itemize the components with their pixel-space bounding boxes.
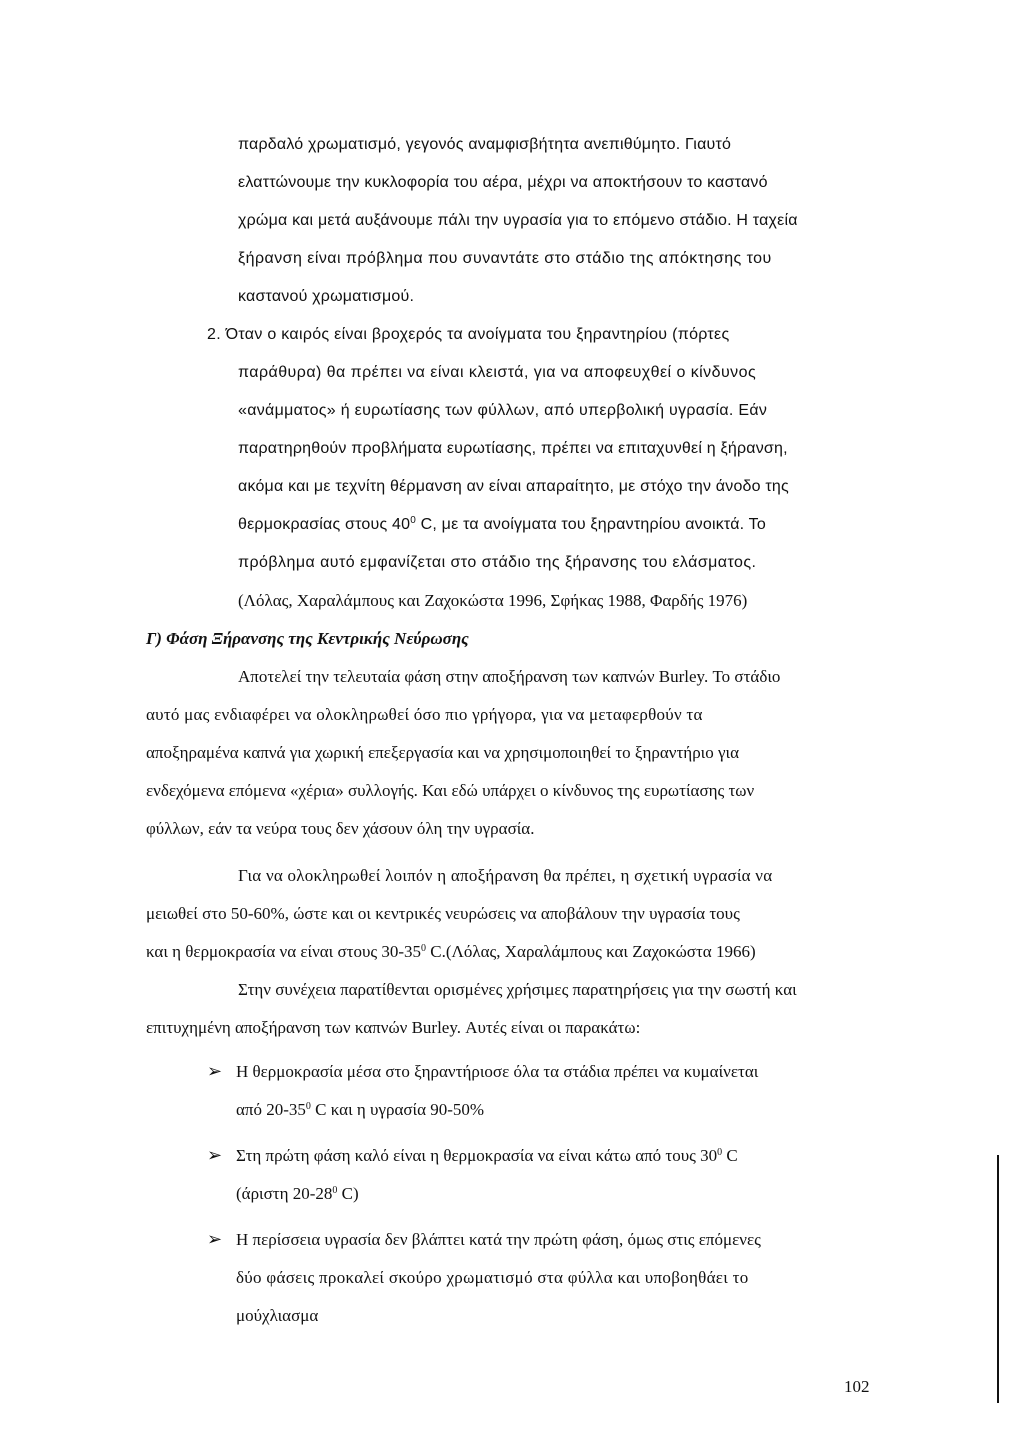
- text-line: [236, 1183, 359, 1205]
- text-line: φύλλων, εάν τα νεύρα τους δεν χάσουν όλη την υγρασία.: [146, 819, 535, 838]
- text-line: Στην συνέχεια παρατίθενται ορισμένες χρήσιμες παρατηρήσεις για την σωστή και: [238, 980, 797, 999]
- text-line: ακόμα και με τεχνίτη θέρμανση αν είναι απαραίτητο, με στόχο την άνοδο της: [238, 478, 789, 495]
- text-line: αυτό μας ενδιαφέρει να ολοκληρωθεί όσο πιο γρήγορα, για να μεταφερθούν τα: [146, 705, 703, 724]
- text-line: πρόβλημα αυτό εμφανίζεται στο στάδιο της ξήρανσης του ελάσματος.: [238, 554, 757, 571]
- text-line: μούχλιασμα: [236, 1306, 319, 1325]
- text-span: C και η υγρασία 90-50%: [310, 1100, 485, 1119]
- text-line: 2. Όταν ο καιρός είναι βροχερός τα ανοίγματα του ξηραντηρίου (πόρτες: [207, 326, 730, 343]
- text-span: C): [337, 1184, 359, 1203]
- text-span: C.(Λόλας, Χαραλάμπους και Ζαχοκώστα 1966): [426, 942, 756, 961]
- text-line: μειωθεί στο 50-60%, ώστε και οι κεντρικές νευρώσεις να αποβάλουν την υγρασία τους: [146, 904, 740, 923]
- text-span: C, με τα ανοίγματα του ξηραντηρίου ανοικτά. Το: [415, 516, 766, 533]
- text-line: καστανού χρωματισμού.: [238, 288, 415, 305]
- text-line: [236, 1099, 484, 1121]
- text-span: και η θερμοκρασία να είναι στους 30-35: [146, 942, 422, 961]
- text-line: επιτυχημένη αποξήρανση των καπνών Burley. Αυτές είναι οι παρακάτω:: [146, 1018, 641, 1037]
- degree-superscript: 0: [717, 1147, 723, 1158]
- arrow-bullet-icon: ➢: [207, 1229, 223, 1250]
- text-span: θερμοκρασίας στους 40: [238, 516, 411, 533]
- section-heading: Γ) Φάση Ξήρανσης της Κεντρικής Νεύρωσης: [146, 629, 469, 648]
- text-line: αποξηραμένα καπνά για χωρική επεξεργασία και να χρησιμοποιηθεί το ξηραντήριο για: [146, 743, 739, 762]
- text-line: Για να ολοκληρωθεί λοιπόν η αποξήρανση θα πρέπει, η σχετική υγρασία να: [238, 866, 773, 885]
- degree-superscript: 0: [421, 943, 427, 954]
- text-span: ελαττώνουμε την κυκλοφορία του αέρα, μέχρι να αποκτήσουν το καστανό: [238, 174, 768, 191]
- text-line: «ανάμματος» ή ευρωτίασης των φύλλων, από υπερβολική υγρασία. Εάν: [238, 402, 768, 419]
- text-line: [236, 1145, 738, 1167]
- text-line: [238, 134, 878, 156]
- text-line: Η θερμοκρασία μέσα στο ξηραντήριοσε όλα τα στάδια πρέπει να κυμαίνεται: [236, 1062, 759, 1081]
- text-span: από 20-35: [236, 1100, 306, 1119]
- text-span: C: [722, 1146, 738, 1165]
- text-line: [146, 941, 756, 963]
- text-line: χρώμα και μετά αυξάνουμε πάλι την υγρασία για το επόμενο στάδιο. Η ταχεία: [238, 212, 798, 229]
- text-line: παράθυρα) θα πρέπει να είναι κλειστά, για να αποφευχθεί ο κίνδυνος: [238, 364, 757, 381]
- text-line: [238, 514, 766, 536]
- text-line: δύο φάσεις προκαλεί σκούρο χρωματισμό στα φύλλα και υποβοηθάει το: [236, 1268, 749, 1287]
- text-span: (άριστη 20-28: [236, 1184, 333, 1203]
- page-number: 102: [844, 1377, 870, 1396]
- citation: (Λόλας, Χαραλάμπους και Ζαχοκώστα 1996, Σφήκας 1988, Φαρδής 1976): [238, 591, 748, 610]
- degree-superscript: 0: [305, 1101, 311, 1112]
- text-line: [238, 172, 878, 194]
- text-line: Η περίσσεια υγρασία δεν βλάπτει κατά την πρώτη φάση, όμως στις επόμενες: [236, 1230, 761, 1249]
- arrow-bullet-icon: ➢: [207, 1061, 223, 1082]
- scan-edge-line: [997, 1155, 999, 1403]
- degree-superscript: 0: [410, 515, 416, 526]
- text-line: ξήρανση είναι πρόβλημα που συναντάτε στο στάδιο της απόκτησης του: [238, 250, 772, 267]
- text-line: ενδεχόμενα επόμενα «χέρια» συλλογής. Και εδώ υπάρχει ο κίνδυνος της ευρωτίασης των: [146, 781, 755, 800]
- text-span: Στη πρώτη φάση καλό είναι η θερμοκρασία να είναι κάτω από τους 30: [236, 1146, 718, 1165]
- text-line: Αποτελεί την τελευταία φάση στην αποξήρανση των καπνών Burley. Το στάδιο: [238, 667, 781, 686]
- degree-superscript: 0: [332, 1185, 338, 1196]
- text-span: παρδαλό χρωματισμό, γεγονός αναμφισβήτητα ανεπιθύμητο. Γιαυτό: [238, 136, 732, 153]
- arrow-bullet-icon: ➢: [207, 1145, 223, 1166]
- text-line: παρατηρηθούν προβλήματα ευρωτίασης, πρέπει να επιταχυνθεί η ξήρανση,: [238, 440, 788, 457]
